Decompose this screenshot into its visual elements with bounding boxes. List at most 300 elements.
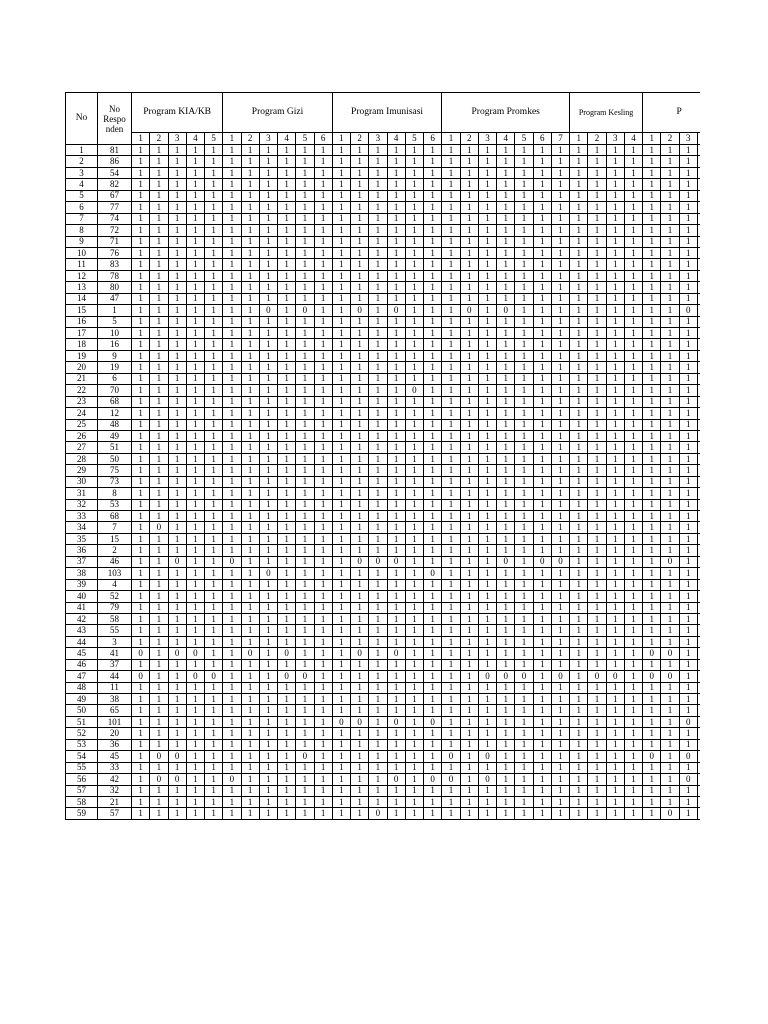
score-cell: 1 — [150, 511, 168, 522]
score-cell: 1 — [570, 762, 588, 773]
score-cell: 1 — [643, 213, 661, 224]
row-number: 11 — [66, 259, 98, 270]
score-cell: 1 — [460, 648, 478, 659]
score-cell: 1 — [259, 716, 277, 727]
table-row — [66, 225, 701, 236]
row-number: 53 — [66, 739, 98, 750]
row-number: 27 — [66, 442, 98, 453]
respondent-number: 6 — [98, 373, 132, 384]
score-cell: 1 — [497, 694, 515, 705]
score-cell: 0 — [679, 774, 697, 785]
score-cell: 1 — [278, 716, 296, 727]
score-cell: 1 — [679, 419, 697, 430]
score-cell: 1 — [460, 373, 478, 384]
score-cell: 1 — [624, 556, 642, 567]
score-cell: 1 — [387, 419, 405, 430]
score-cell: 1 — [643, 659, 661, 670]
score-cell — [697, 202, 700, 213]
score-cell: 1 — [296, 716, 314, 727]
score-cell: 1 — [150, 476, 168, 487]
score-cell: 1 — [259, 648, 277, 659]
score-cell: 1 — [661, 488, 679, 499]
score-cell: 1 — [643, 247, 661, 258]
score-cell: 1 — [314, 190, 332, 201]
score-cell: 1 — [497, 202, 515, 213]
score-cell: 1 — [442, 522, 460, 533]
score-cell: 1 — [442, 545, 460, 556]
score-cell: 1 — [424, 373, 442, 384]
score-cell: 1 — [442, 328, 460, 339]
score-cell: 1 — [259, 556, 277, 567]
score-cell: 1 — [132, 636, 150, 647]
score-cell: 1 — [424, 213, 442, 224]
score-cell: 1 — [606, 408, 624, 419]
item-number-header: 1 — [332, 133, 350, 145]
score-cell: 1 — [588, 453, 606, 464]
score-cell: 1 — [168, 705, 186, 716]
score-cell: 1 — [314, 579, 332, 590]
score-cell: 1 — [661, 236, 679, 247]
table-row — [66, 579, 701, 590]
score-cell: 1 — [132, 419, 150, 430]
item-number-header: 1 — [442, 133, 460, 145]
score-cell: 1 — [205, 579, 223, 590]
header-row — [66, 93, 701, 133]
score-cell: 1 — [132, 511, 150, 522]
score-cell: 1 — [424, 648, 442, 659]
score-cell: 1 — [606, 556, 624, 567]
score-cell: 1 — [405, 545, 423, 556]
score-cell: 1 — [205, 145, 223, 156]
score-cell: 1 — [332, 408, 350, 419]
score-cell: 1 — [533, 671, 551, 682]
score-cell: 1 — [606, 179, 624, 190]
score-cell: 1 — [624, 373, 642, 384]
score-cell: 1 — [497, 785, 515, 796]
score-cell: 1 — [223, 545, 241, 556]
score-cell: 1 — [241, 579, 259, 590]
respondent-number: 68 — [98, 511, 132, 522]
score-cell: 1 — [186, 202, 204, 213]
score-cell: 1 — [369, 579, 387, 590]
score-cell: 1 — [168, 305, 186, 316]
table-row — [66, 499, 701, 510]
score-cell: 1 — [478, 179, 496, 190]
score-cell: 1 — [278, 705, 296, 716]
respondent-number: 65 — [98, 705, 132, 716]
score-cell: 1 — [150, 579, 168, 590]
score-cell: 1 — [497, 602, 515, 613]
score-cell: 1 — [332, 362, 350, 373]
score-cell: 1 — [278, 728, 296, 739]
score-cell: 1 — [606, 648, 624, 659]
score-cell: 1 — [278, 533, 296, 544]
score-cell: 1 — [278, 522, 296, 533]
score-cell: 0 — [497, 556, 515, 567]
score-cell: 1 — [168, 545, 186, 556]
score-cell: 1 — [223, 145, 241, 156]
score-cell — [697, 694, 700, 705]
score-cell: 0 — [679, 751, 697, 762]
score-cell: 1 — [332, 625, 350, 636]
score-cell: 1 — [150, 339, 168, 350]
score-cell: 1 — [661, 636, 679, 647]
score-cell: 1 — [624, 613, 642, 624]
score-cell: 1 — [205, 293, 223, 304]
score-cell: 0 — [515, 671, 533, 682]
row-number: 46 — [66, 659, 98, 670]
score-cell: 1 — [223, 259, 241, 270]
score-cell: 1 — [497, 316, 515, 327]
respondent-number: 82 — [98, 179, 132, 190]
table-row — [66, 442, 701, 453]
score-cell: 1 — [588, 625, 606, 636]
score-cell: 1 — [497, 659, 515, 670]
score-cell: 1 — [497, 762, 515, 773]
score-cell: 1 — [588, 419, 606, 430]
table-row — [66, 270, 701, 281]
score-cell: 1 — [460, 213, 478, 224]
score-cell: 1 — [515, 442, 533, 453]
score-cell: 1 — [186, 659, 204, 670]
score-cell: 1 — [624, 236, 642, 247]
score-cell: 1 — [314, 293, 332, 304]
score-cell: 1 — [332, 568, 350, 579]
score-cell: 1 — [478, 739, 496, 750]
score-cell: 1 — [278, 236, 296, 247]
score-cell: 1 — [624, 796, 642, 807]
score-cell: 1 — [259, 705, 277, 716]
score-cell: 1 — [533, 636, 551, 647]
score-cell: 0 — [132, 671, 150, 682]
score-cell: 1 — [679, 488, 697, 499]
score-cell: 1 — [679, 167, 697, 178]
score-cell: 1 — [351, 408, 369, 419]
score-cell: 1 — [314, 591, 332, 602]
score-cell: 1 — [624, 247, 642, 258]
score-cell: 1 — [168, 602, 186, 613]
score-cell: 1 — [515, 762, 533, 773]
score-cell: 1 — [205, 762, 223, 773]
score-cell: 1 — [332, 236, 350, 247]
row-number: 51 — [66, 716, 98, 727]
score-cell: 1 — [332, 785, 350, 796]
score-cell: 1 — [606, 293, 624, 304]
score-cell: 1 — [497, 167, 515, 178]
score-cell: 1 — [168, 625, 186, 636]
score-cell: 1 — [405, 293, 423, 304]
score-cell: 1 — [533, 774, 551, 785]
score-cell — [697, 282, 700, 293]
score-cell: 1 — [150, 499, 168, 510]
score-cell: 1 — [241, 545, 259, 556]
score-cell: 1 — [551, 716, 569, 727]
score-cell: 1 — [259, 156, 277, 167]
score-cell: 1 — [387, 682, 405, 693]
score-cell: 1 — [223, 705, 241, 716]
score-cell: 1 — [606, 499, 624, 510]
respondent-number: 77 — [98, 202, 132, 213]
score-cell: 1 — [351, 419, 369, 430]
score-cell: 1 — [533, 316, 551, 327]
score-cell: 1 — [570, 476, 588, 487]
score-cell: 1 — [515, 430, 533, 441]
score-cell: 1 — [205, 625, 223, 636]
score-cell: 1 — [478, 270, 496, 281]
score-cell: 1 — [351, 373, 369, 384]
score-cell: 1 — [551, 419, 569, 430]
score-cell: 1 — [679, 293, 697, 304]
score-cell — [697, 796, 700, 807]
score-cell: 1 — [332, 225, 350, 236]
score-cell: 1 — [497, 533, 515, 544]
score-cell: 1 — [424, 156, 442, 167]
score-cell: 1 — [405, 751, 423, 762]
score-cell: 1 — [241, 785, 259, 796]
row-number: 43 — [66, 625, 98, 636]
score-cell: 1 — [278, 796, 296, 807]
respondent-number: 76 — [98, 247, 132, 258]
item-number-header: 3 — [369, 133, 387, 145]
score-cell: 1 — [241, 419, 259, 430]
score-cell: 1 — [515, 556, 533, 567]
score-cell: 1 — [661, 328, 679, 339]
score-cell: 1 — [661, 682, 679, 693]
score-cell: 1 — [168, 408, 186, 419]
score-cell: 1 — [570, 648, 588, 659]
score-cell: 1 — [296, 499, 314, 510]
respondent-number: 50 — [98, 453, 132, 464]
score-cell: 1 — [405, 270, 423, 281]
score-cell: 1 — [679, 522, 697, 533]
score-cell: 1 — [606, 625, 624, 636]
score-cell: 1 — [132, 533, 150, 544]
score-cell: 1 — [515, 705, 533, 716]
score-cell: 1 — [351, 385, 369, 396]
score-cell: 1 — [424, 533, 442, 544]
score-cell: 1 — [351, 179, 369, 190]
score-cell: 1 — [588, 659, 606, 670]
score-cell: 1 — [259, 522, 277, 533]
score-cell: 1 — [679, 591, 697, 602]
score-cell: 1 — [205, 156, 223, 167]
score-cell — [697, 545, 700, 556]
score-cell: 1 — [186, 408, 204, 419]
respondent-number: 20 — [98, 728, 132, 739]
score-cell: 1 — [314, 339, 332, 350]
score-cell: 1 — [186, 328, 204, 339]
score-cell: 1 — [515, 796, 533, 807]
score-cell: 1 — [205, 259, 223, 270]
row-number: 42 — [66, 613, 98, 624]
score-cell: 1 — [296, 636, 314, 647]
score-cell: 1 — [624, 213, 642, 224]
score-cell: 1 — [314, 316, 332, 327]
score-cell — [697, 671, 700, 682]
score-cell — [697, 591, 700, 602]
score-cell: 1 — [351, 453, 369, 464]
score-cell: 1 — [478, 762, 496, 773]
score-cell: 1 — [296, 247, 314, 258]
score-cell: 0 — [661, 648, 679, 659]
item-number-header — [697, 133, 700, 145]
score-cell: 0 — [497, 305, 515, 316]
score-cell: 1 — [460, 167, 478, 178]
score-cell: 1 — [168, 808, 186, 819]
score-cell: 1 — [497, 682, 515, 693]
score-cell: 1 — [460, 362, 478, 373]
score-cell: 1 — [369, 739, 387, 750]
table-row — [66, 694, 701, 705]
respondent-number: 21 — [98, 796, 132, 807]
score-cell: 1 — [570, 602, 588, 613]
score-cell: 1 — [679, 247, 697, 258]
score-cell: 0 — [460, 305, 478, 316]
score-cell — [697, 396, 700, 407]
score-cell: 1 — [442, 556, 460, 567]
score-cell: 1 — [643, 145, 661, 156]
score-cell: 1 — [551, 613, 569, 624]
score-cell: 1 — [150, 225, 168, 236]
score-cell: 1 — [570, 568, 588, 579]
score-cell: 1 — [205, 533, 223, 544]
score-cell: 1 — [241, 213, 259, 224]
score-cell: 1 — [332, 728, 350, 739]
score-cell: 1 — [387, 247, 405, 258]
score-cell: 1 — [588, 613, 606, 624]
score-cell: 1 — [661, 659, 679, 670]
score-cell: 1 — [606, 808, 624, 819]
score-cell: 1 — [168, 293, 186, 304]
score-cell: 1 — [588, 213, 606, 224]
score-cell: 0 — [150, 774, 168, 785]
row-number: 54 — [66, 751, 98, 762]
score-cell: 1 — [132, 602, 150, 613]
score-cell: 1 — [570, 167, 588, 178]
score-cell: 1 — [570, 305, 588, 316]
score-cell: 0 — [551, 556, 569, 567]
score-cell: 1 — [168, 762, 186, 773]
score-cell — [697, 636, 700, 647]
score-cell: 1 — [186, 305, 204, 316]
score-cell: 1 — [497, 213, 515, 224]
score-cell: 1 — [442, 728, 460, 739]
score-cell: 1 — [168, 613, 186, 624]
score-cell: 1 — [478, 225, 496, 236]
score-cell: 1 — [150, 648, 168, 659]
table-row — [66, 339, 701, 350]
score-cell: 1 — [205, 328, 223, 339]
score-cell: 1 — [132, 762, 150, 773]
score-cell: 1 — [186, 625, 204, 636]
score-cell: 1 — [515, 259, 533, 270]
score-cell: 1 — [168, 259, 186, 270]
score-cell: 1 — [424, 202, 442, 213]
score-cell: 1 — [369, 362, 387, 373]
table-row — [66, 350, 701, 361]
score-cell: 1 — [624, 190, 642, 201]
score-cell: 1 — [424, 511, 442, 522]
score-cell: 1 — [661, 247, 679, 258]
score-cell: 1 — [570, 671, 588, 682]
score-cell: 0 — [369, 808, 387, 819]
score-cell: 1 — [314, 465, 332, 476]
score-cell: 1 — [460, 396, 478, 407]
score-cell: 1 — [442, 648, 460, 659]
score-cell: 1 — [624, 202, 642, 213]
score-cell — [697, 293, 700, 304]
row-number: 44 — [66, 636, 98, 647]
score-cell: 1 — [661, 156, 679, 167]
score-cell: 1 — [643, 453, 661, 464]
score-cell: 1 — [132, 362, 150, 373]
score-cell: 1 — [515, 774, 533, 785]
score-cell: 1 — [369, 659, 387, 670]
score-cell: 1 — [442, 613, 460, 624]
score-cell: 1 — [679, 339, 697, 350]
score-cell: 1 — [551, 350, 569, 361]
score-cell: 1 — [460, 282, 478, 293]
score-cell: 1 — [588, 785, 606, 796]
score-cell: 1 — [241, 328, 259, 339]
score-cell: 1 — [515, 225, 533, 236]
score-cell: 1 — [624, 167, 642, 178]
score-cell: 1 — [332, 270, 350, 281]
score-cell — [697, 259, 700, 270]
respondent-number: 103 — [98, 568, 132, 579]
score-cell: 1 — [241, 316, 259, 327]
score-cell: 1 — [442, 350, 460, 361]
score-cell: 1 — [478, 373, 496, 384]
score-cell: 1 — [223, 213, 241, 224]
respondent-number: 12 — [98, 408, 132, 419]
score-cell: 1 — [588, 225, 606, 236]
score-cell: 1 — [624, 282, 642, 293]
score-cell: 1 — [643, 225, 661, 236]
score-cell: 1 — [478, 202, 496, 213]
score-cell: 1 — [551, 453, 569, 464]
score-cell: 1 — [570, 659, 588, 670]
score-cell: 1 — [168, 328, 186, 339]
score-cell: 1 — [478, 213, 496, 224]
score-cell: 1 — [515, 568, 533, 579]
score-cell: 1 — [442, 476, 460, 487]
score-cell: 1 — [314, 373, 332, 384]
score-cell: 1 — [478, 579, 496, 590]
score-cell: 1 — [624, 728, 642, 739]
score-cell: 1 — [132, 545, 150, 556]
score-cell: 1 — [679, 533, 697, 544]
score-cell: 1 — [460, 751, 478, 762]
score-cell: 1 — [205, 636, 223, 647]
score-cell: 1 — [624, 156, 642, 167]
score-cell: 0 — [424, 774, 442, 785]
score-cell: 1 — [606, 613, 624, 624]
score-cell: 1 — [533, 156, 551, 167]
score-cell: 1 — [478, 728, 496, 739]
score-cell: 1 — [624, 671, 642, 682]
item-number-header: 1 — [132, 133, 150, 145]
score-cell: 1 — [332, 682, 350, 693]
table-row — [66, 305, 701, 316]
score-cell: 1 — [661, 465, 679, 476]
score-cell: 1 — [588, 202, 606, 213]
score-cell: 1 — [588, 328, 606, 339]
score-cell: 1 — [314, 213, 332, 224]
score-cell: 1 — [387, 785, 405, 796]
score-cell: 1 — [478, 625, 496, 636]
score-cell: 1 — [314, 751, 332, 762]
